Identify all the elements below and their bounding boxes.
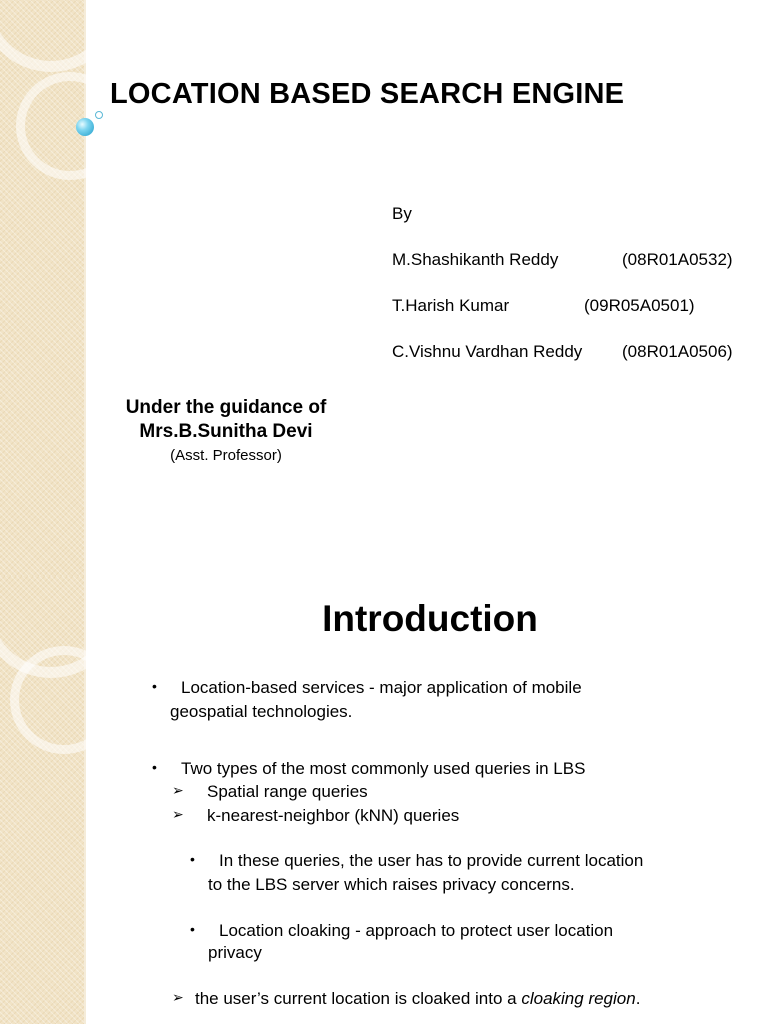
author-name: C.Vishnu Vardhan Reddy xyxy=(392,342,583,361)
decorative-ring xyxy=(0,0,122,72)
decorative-ring xyxy=(10,646,118,754)
author-roll: (08R01A0506) xyxy=(622,342,733,361)
authors-block xyxy=(392,203,733,387)
cloaking-period: . xyxy=(635,989,641,1008)
bullet-icon: • xyxy=(190,921,195,937)
decorative-small-bubble-icon xyxy=(95,111,103,119)
guide-name: Mrs.B.Sunitha Devi xyxy=(139,421,313,442)
slide-title: Introduction xyxy=(322,598,538,639)
bullet-icon: • xyxy=(152,678,157,694)
arrow-bullet-icon: ➢ xyxy=(172,806,184,822)
introduction-slide xyxy=(0,576,768,1024)
decorative-bubble-icon xyxy=(76,118,94,136)
decorative-sidebar xyxy=(0,0,86,576)
decorative-sidebar xyxy=(0,576,86,1024)
author-row xyxy=(392,341,733,387)
decorative-ring xyxy=(16,72,124,180)
by-label xyxy=(392,203,582,249)
arrow-bullet-icon: ➢ xyxy=(172,782,184,798)
author-name: M.Shashikanth Reddy xyxy=(392,250,559,269)
by-text: By xyxy=(392,204,412,223)
guidance-block xyxy=(110,397,342,464)
bullet-text-continued: geospatial technologies. xyxy=(170,702,353,721)
author-roll: (08R01A0532) xyxy=(622,250,733,269)
bullet-text: Two types of the most commonly used queries in LBS xyxy=(181,759,586,778)
author-row xyxy=(392,249,733,295)
author-roll: (09R05A0501) xyxy=(584,296,695,315)
bullet-text-continued: privacy xyxy=(208,943,262,962)
bullet-icon: • xyxy=(190,851,195,867)
sub-bullet-text: Spatial range queries xyxy=(207,782,368,801)
author-row xyxy=(392,295,695,341)
author-name: T.Harish Kumar xyxy=(392,296,510,315)
bullet-text: Location-based services - major application of mobile xyxy=(181,678,582,697)
guidance-heading: Under the guidance of xyxy=(125,397,327,418)
cloaking-region-emphasis: cloaking region xyxy=(521,989,636,1008)
bullet-text: In these queries, the user has to provide current location xyxy=(219,851,644,870)
slide-title: LOCATION BASED SEARCH ENGINE xyxy=(110,78,625,110)
guide-designation: (Asst. Professor) xyxy=(170,447,282,464)
arrow-bullet-icon: ➢ xyxy=(172,989,184,1005)
cloaking-text: the user’s current location is cloaked into a xyxy=(195,989,522,1008)
bullet-icon: • xyxy=(152,759,157,775)
bullet-text-continued: to the LBS server which raises privacy concerns. xyxy=(208,875,575,894)
sub-bullet-text xyxy=(195,988,640,1010)
sub-bullet-text: k-nearest-neighbor (kNN) queries xyxy=(207,806,460,825)
bullet-text: Location cloaking - approach to protect user location xyxy=(219,921,614,940)
